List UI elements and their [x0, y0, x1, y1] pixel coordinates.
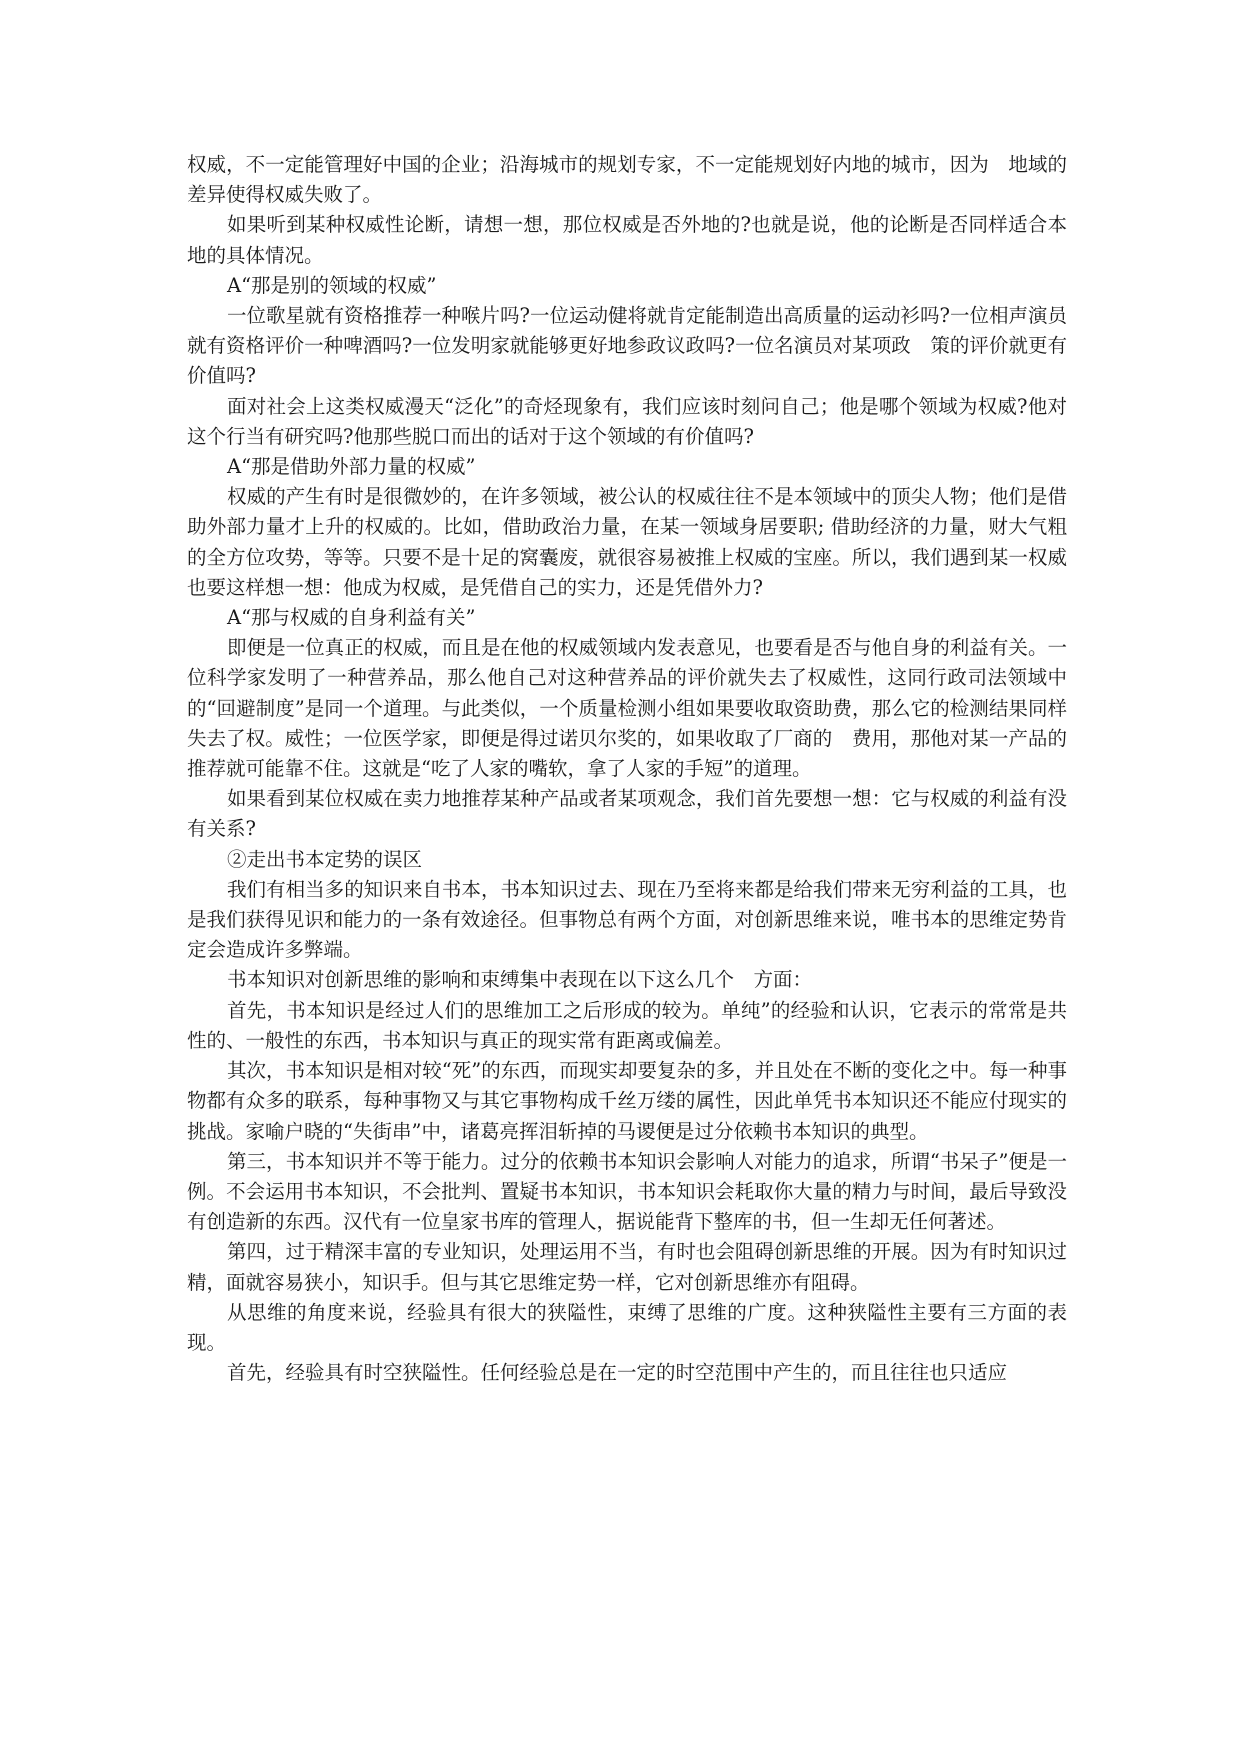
- paragraph: 权威的产生有时是很微妙的，在许多领域，被公认的权威往往不是本领域中的顶尖人物；他们是借助外部力量才上升的权威的。比如，借助政治力量，在某一领域身居要职; 借助经济的力量，财大气粗的全方位攻势，等等。只要不是十足的窝囊废，就很容易被推上权威的宝座。所以，我们遇到某一权威也要这样想一想：他成为权威，是凭借自己的实力，还是凭借外力?: [187, 485, 1067, 599]
- paragraph: 第三，书本知识并不等于能力。过分的依赖书本知识会影响人对能力的追求，所谓“书呆子”便是一例。不会运用书本知识，不会批判、置疑书本知识，书本知识会耗取你大量的精力与时间，最后导致没有创造新的东西。汉代有一位皇家书库的管理人，据说能背下整库的书，但一生却无任何著述。: [187, 1149, 1067, 1234]
- paragraph: 权威，不一定能管理好中国的企业；沿海城市的规划专家，不一定能规划好内地的城市，因为 地域的差异使得权威失败了。: [187, 153, 1067, 207]
- paragraph: 首先，经验具有时空狭隘性。任何经验总是在一定的时空范围中产生的，而且往往也只适应: [227, 1361, 1008, 1385]
- paragraph: 如果看到某位权威在卖力地推荐某种产品或者某项观念，我们首先要想一想：它与权威的利益有没有关系?: [187, 787, 1067, 841]
- paragraph: 从思维的角度来说，经验具有很大的狭隘性，束缚了思维的广度。这种狭隘性主要有三方面的表现。: [187, 1300, 1067, 1354]
- paragraph: 第四，过于精深丰富的专业知识，处理运用不当，有时也会阻碍创新思维的开展。因为有时知识过精，面就容易狭小，知识手。但与其它思维定势一样，它对创新思维亦有阻碍。: [187, 1240, 1067, 1294]
- paragraph: 一位歌星就有资格推荐一种喉片吗?一位运动健将就肯定能制造出高质量的运动衫吗?一位相声演员就有资格评价一种啤酒吗?一位发明家就能够更好地参政议政吗?一位名演员对某项政 策的评价就更有价值吗?: [187, 304, 1067, 388]
- paragraph: 我们有相当多的知识来自书本，书本知识过去、现在乃至将来都是给我们带来无穷利益的工具，也是我们获得见识和能力的一条有效途径。但事物总有两个方面，对创新思维来说，唯书本的思维定势肯定会造成许多弊端。: [187, 877, 1067, 962]
- section-heading: A“那是别的领域的权威”: [227, 273, 437, 297]
- section-heading: A“那与权威的自身利益有关”: [227, 606, 476, 630]
- section-heading: ②走出书本定势的误区: [227, 847, 423, 871]
- section-heading: A“那是借助外部力量的权威”: [227, 455, 476, 479]
- paragraph: 书本知识对创新思维的影响和束缚集中表现在以下这么几个 方面：: [227, 968, 813, 992]
- paragraph: 如果听到某种权威性论断，请想一想，那位权威是否外地的?也就是说，他的论断是否同样适合本地的具体情况。: [187, 213, 1067, 267]
- document-body: [187, 150, 1067, 1388]
- paragraph: 其次，书本知识是相对较“死”的东西，而现实却要复杂的多，并且处在不断的变化之中。每一种事物都有众多的联系，每种事物又与其它事物构成千丝万缕的属性，因此单凭书本知识还不能应付现实的挑战。家喻户晓的“失街串”中，诸葛亮挥泪斩掉的马谡便是过分依赖书本知识的典型。: [187, 1059, 1067, 1143]
- paragraph: 首先，书本知识是经过人们的思维加工之后形成的较为。单纯”的经验和认识，它表示的常常是共性的、一般性的东西，书本知识与真正的现实常有距离或偏差。: [187, 998, 1067, 1052]
- paragraph: 即便是一位真正的权威，而且是在他的权威领域内发表意见，也要看是否与他自身的利益有关。一位科学家发明了一种营养品，那么他自己对这种营养品的评价就失去了权威性，这同行政司法领域中的“回避制度”是同一个道理。与此类似，一个质量检测小组如果要收取资助费，那么它的检测结果同样失去了权。威性；一位医学家，即便是得过诺贝尔奖的，如果收取了厂商的 费用，那他对某一产品的推荐就可能靠不住。这就是“吃了人家的嘴软，拿了人家的手短”的道理。: [187, 636, 1067, 781]
- paragraph: 面对社会上这类权威漫天“泛化”的奇烃现象有，我们应该时刻问自己；他是哪个领域为权威?他对这个行当有研究吗?他那些脱口而出的话对于这个领域的有价值吗?: [187, 394, 1067, 448]
